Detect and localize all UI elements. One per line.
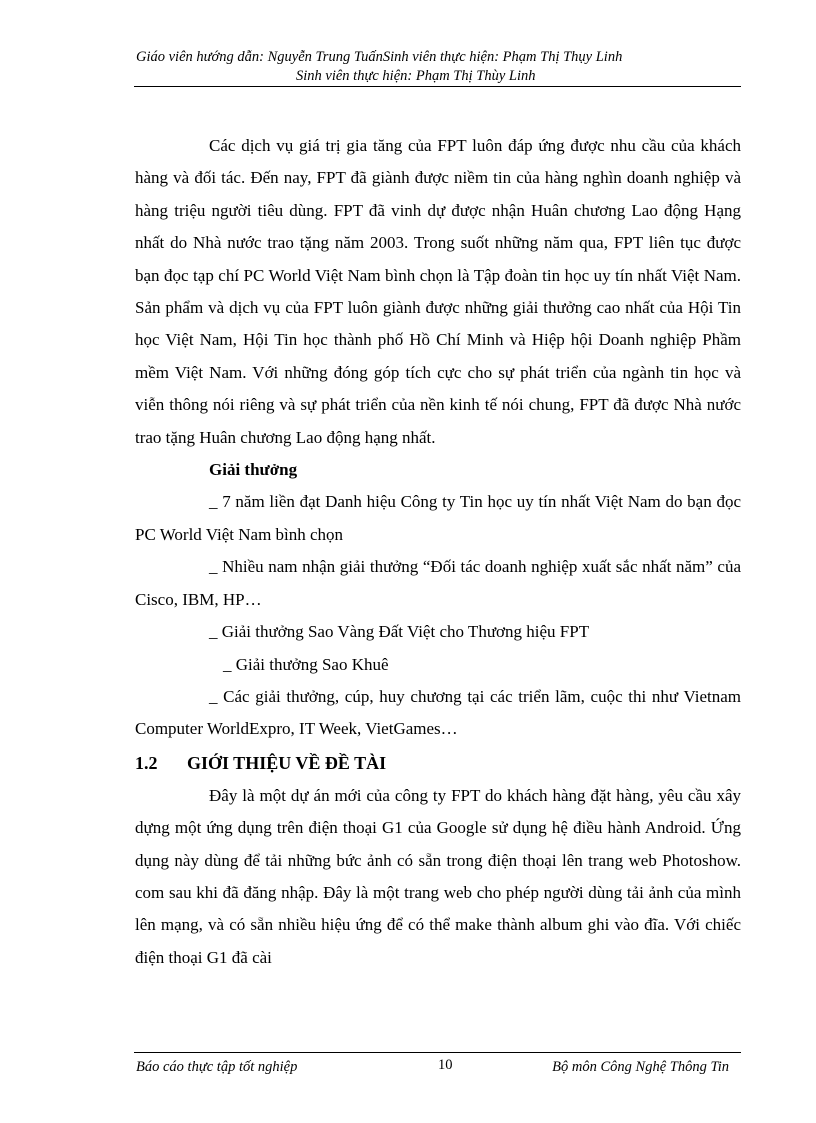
page-number: 10 — [438, 1057, 453, 1073]
award-item: _ Nhiều nam nhận giải thưởng “Đối tác doanh nghiệp xuất sắc nhất năm” của Cisco, IBM, HP… — [135, 557, 741, 609]
header-line-1: Giáo viên hướng dẫn: Nguyễn Trung TuấnSinh viên thực hiện: Phạm Thị Thụy Linh — [136, 49, 623, 65]
footer-department: Bộ môn Công Nghệ Thông Tin — [552, 1059, 729, 1075]
intro-paragraph: Các dịch vụ giá trị gia tăng của FPT luôn đáp ứng được nhu cầu của khách hàng và đối tác. Đến nay, FPT đã giành được niềm tin của hàng nghìn doanh nghiệp và hàng triệu người tiêu dùng. FPT đã vinh dự được nhận Huân chương Lao động Hạng nhất do Nhà nước trao tặng năm 2003. Trong suốt những năm qua, FPT liên tục được bạn đọc tạp chí PC World Việt Nam bình chọn là Tập đoàn tin học uy tín nhất Việt Nam. Sản phẩm và dịch vụ của FPT luôn giành được những giải thưởng cao nhất của Hội Tin học Việt Nam, Hội Tin học thành phố Hồ Chí Minh và Hiệp hội Doanh nghiệp Phầm mềm Việt Nam. Với những đóng góp tích cực cho sự phát triển của ngành tin học và viễn thông nói riêng và sự phát triển của nền kinh tế nói chung, FPT đã được Nhà nước trao tặng Huân chương Lao động hạng nhất. — [135, 136, 741, 447]
page-header — [134, 48, 741, 87]
footer-report-title: Báo cáo thực tập tốt nghiệp — [136, 1059, 298, 1075]
section-number: 1.2 — [135, 752, 158, 773]
header-line-2: Sinh viên thực hiện: Phạm Thị Thùy Linh — [296, 68, 536, 84]
award-item: _ 7 năm liền đạt Danh hiệu Công ty Tin học uy tín nhất Việt Nam do bạn đọc PC World Việt Nam bình chọn — [135, 492, 741, 544]
award-item: _ Giải thưởng Sao Vàng Đất Việt cho Thương hiệu FPT — [209, 622, 590, 642]
section-heading — [135, 746, 741, 780]
award-item: _ Các giải thưởng, cúp, huy chương tại các triển lãm, cuộc thi như Vietnam Computer WorldExpro, IT Week, VietGames… — [135, 686, 741, 739]
page-content — [135, 130, 741, 974]
project-paragraph: Đây là một dự án mới của công ty FPT do khách hàng đặt hàng, yêu cầu xây dựng một ứng dụng trên điện thoại G1 của Google sử dụng hệ điều hành Android. Ứng dụng này dùng để tải những bức ảnh có sẵn trong điện thoại lên trang web Photoshow. com sau khi đã đăng nhập. Đây là một trang web cho phép người dùng tải ảnh của mình lên mạng, và có sẵn nhiều hiệu ứng để có thể make thành album ghi vào đĩa. Với chiếc điện thoại G1 đã cài — [135, 785, 741, 967]
award-item: _ Giải thưởng Sao Khuê — [223, 654, 389, 674]
awards-heading: Giải thưởng — [209, 460, 298, 480]
page-footer — [134, 1052, 741, 1078]
section-title: GIỚI THIỆU VỀ ĐỀ TÀI — [187, 752, 387, 773]
